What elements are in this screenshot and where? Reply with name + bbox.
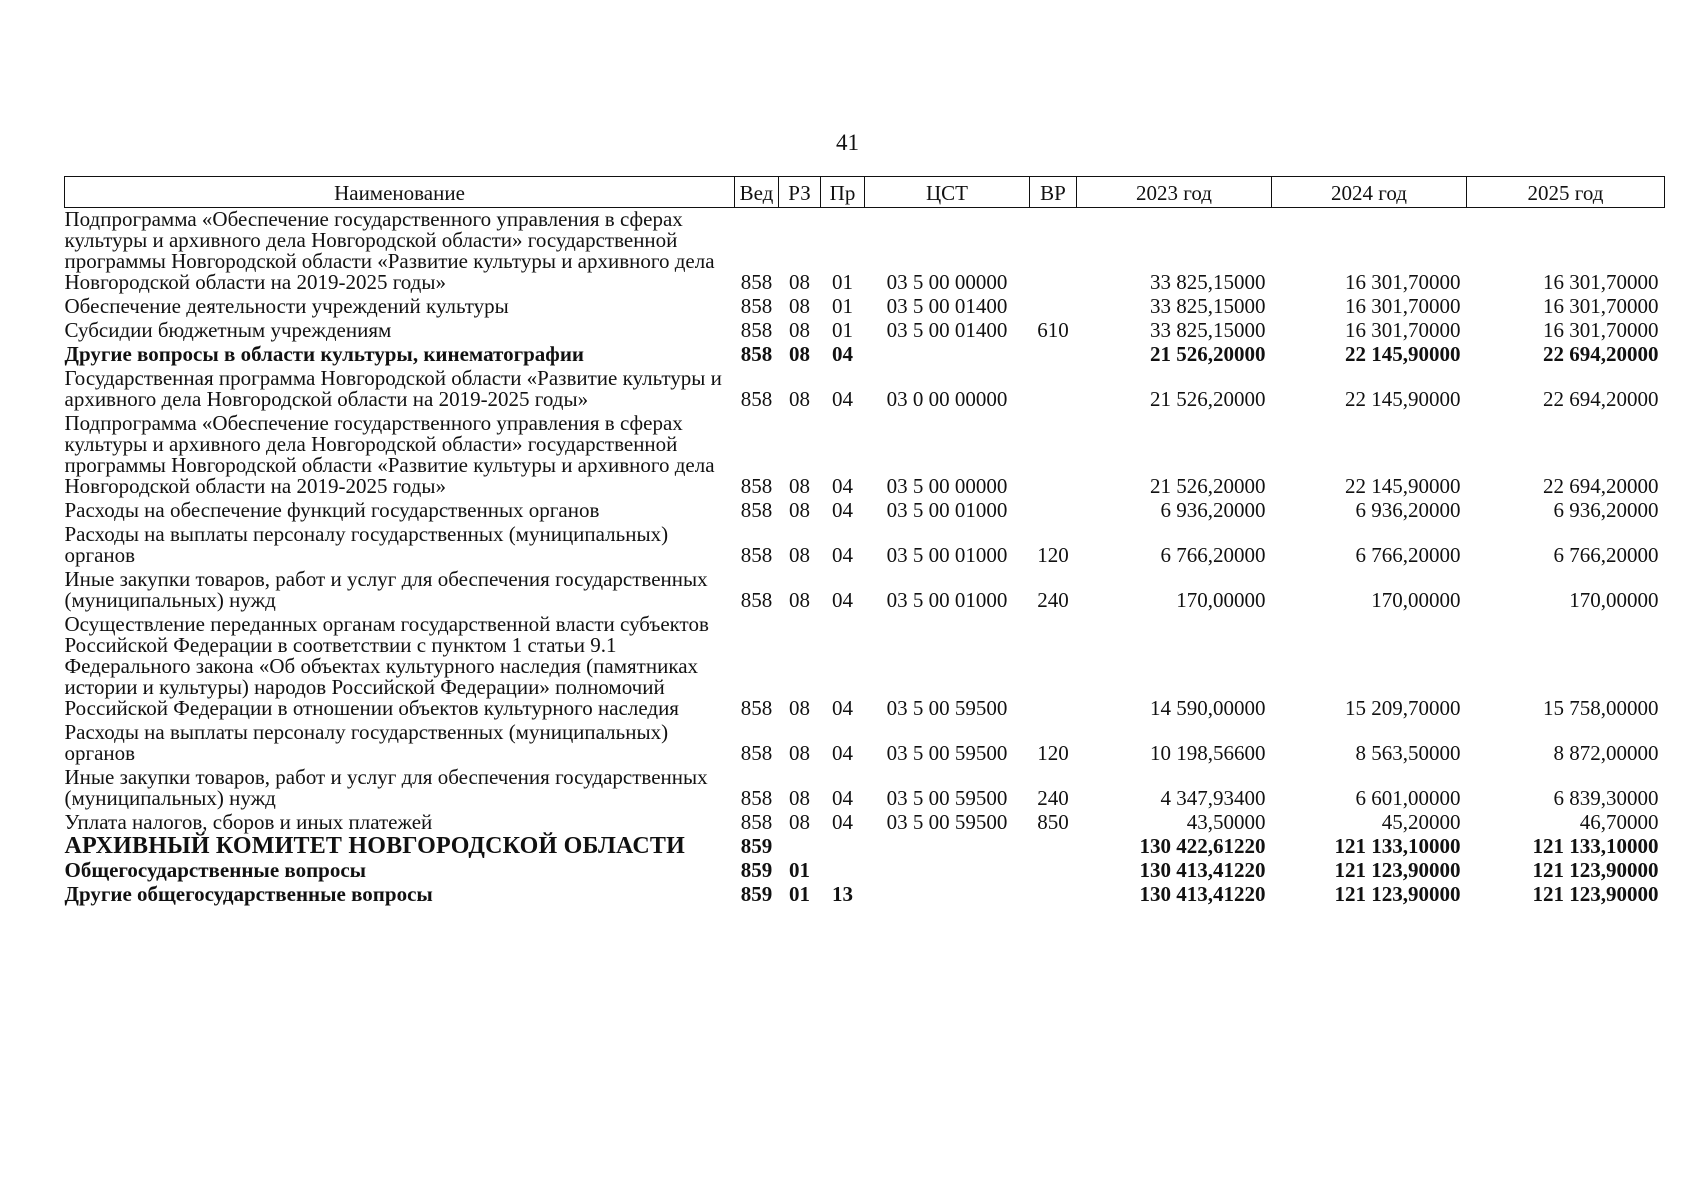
row-name: Другие вопросы в области культуры, кинематографии — [64, 342, 585, 366]
row-ved: 858 — [740, 588, 773, 612]
table-row — [65, 523, 1665, 568]
row-vr — [1030, 412, 1077, 499]
row-2025: 121 133,10000 — [1532, 834, 1659, 858]
table-row — [65, 367, 1665, 412]
table-header-row — [65, 177, 1665, 208]
row-2024: 6 936,20000 — [1355, 498, 1461, 522]
row-vr: 120 — [1037, 741, 1069, 765]
row-2025: 121 123,90000 — [1532, 882, 1659, 906]
row-name: Обеспечение деятельности учреждений культуры — [64, 294, 509, 318]
row-ved: 858 — [740, 696, 773, 720]
row-vr: 240 — [1037, 786, 1069, 810]
table-row — [65, 568, 1665, 613]
row-cst: 03 5 00 00000 — [886, 474, 1008, 498]
row-pr: 04 — [832, 543, 853, 567]
row-name: Иные закупки товаров, работ и услуг для обеспечения государственных (муниципальных) нужд — [64, 765, 708, 810]
row-2023: 21 526,20000 — [1150, 474, 1266, 498]
header-cst: ЦСТ — [865, 177, 1030, 208]
row-2023: 33 825,15000 — [1150, 318, 1266, 342]
table-row — [65, 295, 1665, 319]
row-cst: 03 5 00 01400 — [886, 318, 1008, 342]
row-cst: 03 5 00 59500 — [886, 696, 1008, 720]
row-rz: 08 — [789, 474, 810, 498]
row-vr — [1030, 367, 1077, 412]
row-pr: 04 — [832, 474, 853, 498]
row-2025: 22 694,20000 — [1543, 474, 1659, 498]
table-row — [65, 859, 1665, 883]
row-2023: 4 347,93400 — [1160, 786, 1266, 810]
row-cst: 03 0 00 00000 — [886, 387, 1008, 411]
row-rz: 08 — [789, 342, 810, 366]
row-pr: 04 — [832, 387, 853, 411]
row-2023: 10 198,56600 — [1150, 741, 1266, 765]
row-2023: 43,50000 — [1186, 810, 1266, 834]
row-2024: 45,20000 — [1381, 810, 1461, 834]
row-pr: 04 — [832, 588, 853, 612]
row-name: Иные закупки товаров, работ и услуг для обеспечения государственных (муниципальных) нужд — [64, 567, 708, 612]
row-rz: 08 — [789, 318, 810, 342]
row-rz: 08 — [789, 294, 810, 318]
row-2023: 130 413,41220 — [1139, 882, 1266, 906]
row-vr: 120 — [1037, 543, 1069, 567]
row-cst — [865, 343, 1030, 367]
row-ved: 858 — [740, 294, 773, 318]
row-2024: 22 145,90000 — [1345, 387, 1461, 411]
row-2025: 15 758,00000 — [1543, 696, 1659, 720]
row-ved: 858 — [740, 270, 773, 294]
row-cst — [865, 883, 1030, 907]
row-vr: 610 — [1037, 318, 1069, 342]
row-ved: 858 — [740, 387, 773, 411]
row-2024: 16 301,70000 — [1345, 294, 1461, 318]
row-2025: 121 123,90000 — [1532, 858, 1659, 882]
row-cst: 03 5 00 59500 — [886, 810, 1008, 834]
row-2024: 121 133,10000 — [1334, 834, 1461, 858]
row-cst: 03 5 00 00000 — [886, 270, 1008, 294]
row-2023: 130 422,61220 — [1139, 834, 1266, 858]
row-2023: 33 825,15000 — [1150, 294, 1266, 318]
row-name: Расходы на обеспечение функций государственных органов — [64, 498, 600, 522]
row-ved: 858 — [740, 741, 773, 765]
table-row — [65, 319, 1665, 343]
row-cst — [865, 859, 1030, 883]
row-2023: 6 766,20000 — [1160, 543, 1266, 567]
row-ved: 858 — [740, 810, 773, 834]
row-ved: 858 — [740, 786, 773, 810]
header-vr: ВР — [1030, 177, 1077, 208]
row-2025: 16 301,70000 — [1543, 318, 1659, 342]
row-pr: 01 — [832, 318, 853, 342]
row-vr — [1030, 208, 1077, 296]
row-cst: 03 5 00 01000 — [886, 588, 1008, 612]
header-2023: 2023 год — [1077, 177, 1272, 208]
row-rz: 08 — [789, 543, 810, 567]
row-2025: 6 766,20000 — [1553, 543, 1659, 567]
row-pr: 04 — [832, 498, 853, 522]
row-cst: 03 5 00 59500 — [886, 786, 1008, 810]
row-2024: 16 301,70000 — [1345, 270, 1461, 294]
table-row — [65, 412, 1665, 499]
row-vr — [1030, 499, 1077, 523]
row-ved: 858 — [740, 342, 773, 366]
row-cst: 03 5 00 01000 — [886, 498, 1008, 522]
row-ved: 858 — [740, 318, 773, 342]
header-2024: 2024 год — [1272, 177, 1467, 208]
row-2024: 15 209,70000 — [1345, 696, 1461, 720]
row-rz: 08 — [789, 387, 810, 411]
row-rz: 08 — [789, 588, 810, 612]
row-pr: 01 — [832, 270, 853, 294]
row-name: Уплата налогов, сборов и иных платежей — [64, 810, 433, 834]
row-pr — [821, 835, 865, 859]
row-pr: 04 — [832, 696, 853, 720]
row-rz: 08 — [789, 498, 810, 522]
row-pr: 04 — [832, 741, 853, 765]
row-vr — [1030, 295, 1077, 319]
row-cst: 03 5 00 01000 — [886, 543, 1008, 567]
row-name: АРХИВНЫЙ КОМИТЕТ НОВГОРОДСКОЙ ОБЛАСТИ — [64, 833, 685, 859]
row-name: Расходы на выплаты персоналу государственных (муниципальных) органов — [64, 720, 669, 765]
row-name: Общегосударственные вопросы — [64, 858, 367, 882]
table-row — [65, 883, 1665, 907]
table-row — [65, 721, 1665, 766]
row-pr: 04 — [832, 342, 853, 366]
row-ved: 858 — [740, 543, 773, 567]
row-2025: 22 694,20000 — [1543, 387, 1659, 411]
row-rz: 01 — [789, 858, 810, 882]
row-2025: 46,70000 — [1579, 810, 1659, 834]
row-vr — [1030, 859, 1077, 883]
header-rz: РЗ — [779, 177, 821, 208]
header-name: Наименование — [65, 177, 735, 208]
row-2025: 16 301,70000 — [1543, 294, 1659, 318]
row-2024: 6 601,00000 — [1355, 786, 1461, 810]
budget-table — [64, 176, 1665, 907]
table-row — [65, 208, 1665, 296]
row-cst: 03 5 00 01400 — [886, 294, 1008, 318]
row-name: Расходы на выплаты персоналу государственных (муниципальных) органов — [64, 522, 669, 567]
row-vr — [1030, 883, 1077, 907]
header-pr: Пр — [821, 177, 865, 208]
row-vr — [1030, 613, 1077, 721]
row-name: Подпрограмма «Обеспечение государственного управления в сферах культуры и архивного дела Новгородской области» государственной программы Новгородской области «Развитие культуры и архивного дела Новгородской области на 2019-2025 годы» — [64, 411, 715, 498]
row-2023: 14 590,00000 — [1150, 696, 1266, 720]
row-pr: 04 — [832, 810, 853, 834]
row-2024: 121 123,90000 — [1334, 882, 1461, 906]
row-pr: 01 — [832, 294, 853, 318]
row-2024: 8 563,50000 — [1355, 741, 1461, 765]
table-row — [65, 835, 1665, 859]
row-cst: 03 5 00 59500 — [886, 741, 1008, 765]
row-pr — [821, 859, 865, 883]
row-2025: 16 301,70000 — [1543, 270, 1659, 294]
row-2025: 6 936,20000 — [1553, 498, 1659, 522]
row-ved: 859 — [740, 882, 773, 906]
row-name: Осуществление переданных органам государственной власти субъектов Российской Федерации в соответствии с пунктом 1 статьи 9.1 Федерального закона «Об объектах культурного наследия (памятниках истории и культуры) народов Российской Федерации» полномочий Российской Федерации в отношении объектов культурного наследия — [64, 612, 709, 720]
row-name: Другие общегосударственные вопросы — [64, 882, 433, 906]
row-rz: 08 — [789, 810, 810, 834]
row-ved: 858 — [740, 498, 773, 522]
header-2025: 2025 год — [1467, 177, 1665, 208]
row-pr: 04 — [832, 786, 853, 810]
row-2024: 170,00000 — [1371, 588, 1461, 612]
row-rz: 08 — [789, 741, 810, 765]
row-2025: 22 694,20000 — [1543, 342, 1659, 366]
table-row — [65, 343, 1665, 367]
row-name: Субсидии бюджетным учреждениям — [64, 318, 392, 342]
row-vr — [1030, 835, 1077, 859]
row-rz: 08 — [789, 696, 810, 720]
row-rz: 08 — [789, 270, 810, 294]
page-number: 41 — [836, 130, 859, 155]
row-2023: 21 526,20000 — [1150, 342, 1266, 366]
row-2025: 8 872,00000 — [1553, 741, 1659, 765]
row-2025: 6 839,30000 — [1553, 786, 1659, 810]
row-ved: 859 — [740, 858, 773, 882]
row-rz: 08 — [789, 786, 810, 810]
table-row — [65, 613, 1665, 721]
row-2024: 6 766,20000 — [1355, 543, 1461, 567]
table-row — [65, 811, 1665, 835]
row-2024: 22 145,90000 — [1345, 474, 1461, 498]
header-ved: Вед — [735, 177, 779, 208]
row-name: Государственная программа Новгородской области «Развитие культуры и архивного дела Новгородской области на 2019-2025 годы» — [64, 366, 722, 411]
row-vr: 240 — [1037, 588, 1069, 612]
table-row — [65, 766, 1665, 811]
row-2023: 33 825,15000 — [1150, 270, 1266, 294]
table-row — [65, 499, 1665, 523]
row-rz: 01 — [789, 882, 810, 906]
row-ved: 858 — [740, 474, 773, 498]
row-2024: 16 301,70000 — [1345, 318, 1461, 342]
row-2025: 170,00000 — [1569, 588, 1659, 612]
row-2023: 170,00000 — [1176, 588, 1266, 612]
row-vr — [1030, 343, 1077, 367]
row-2023: 6 936,20000 — [1160, 498, 1266, 522]
row-2024: 22 145,90000 — [1345, 342, 1461, 366]
row-2023: 130 413,41220 — [1139, 858, 1266, 882]
row-2024: 121 123,90000 — [1334, 858, 1461, 882]
row-rz — [779, 835, 821, 859]
row-ved: 859 — [740, 834, 773, 858]
row-name: Подпрограмма «Обеспечение государственного управления в сферах культуры и архивного дела Новгородской области» государственной программы Новгородской области «Развитие культуры и архивного дела Новгородской области на 2019-2025 годы» — [64, 207, 715, 294]
row-cst — [865, 835, 1030, 859]
row-pr: 13 — [832, 882, 853, 906]
row-2023: 21 526,20000 — [1150, 387, 1266, 411]
row-vr: 850 — [1037, 810, 1069, 834]
